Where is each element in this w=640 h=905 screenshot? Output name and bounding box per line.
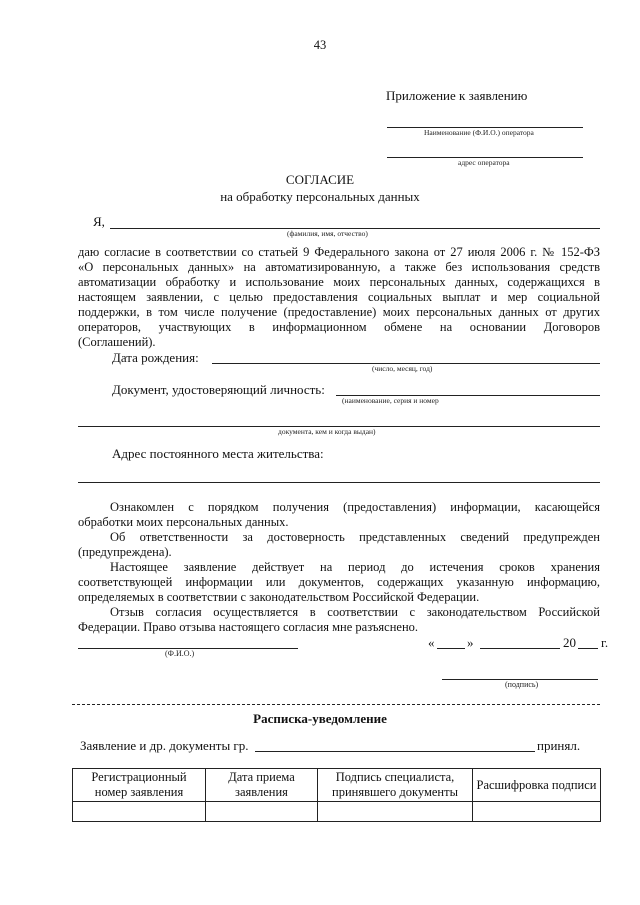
consent-line: «О персональных данных» на автоматизированную, а также без использования средств (78, 260, 600, 274)
table-header-reg-number: Регистрационный номер заявления (73, 769, 206, 802)
table-cell-date[interactable] (206, 802, 318, 822)
document-title: СОГЛАСИЕ (285, 172, 355, 187)
consent-line: поддержки, в том числе получение (предоставление) моих персональных данных от других (78, 305, 600, 319)
receipt-line-suffix: принял. (537, 738, 581, 753)
table-cell-reg-number[interactable] (73, 802, 206, 822)
statement-line: Об ответственности за достоверность представленных сведений предупрежден (110, 530, 600, 544)
table-cell-specialist-signature[interactable] (318, 802, 473, 822)
consent-line: даю согласие в соответствии со статьей 9 Федерального закона от 27 июля 2006 г. № 152-ФЗ (78, 245, 600, 259)
table-header-row (73, 769, 601, 802)
year-suffix: г. (601, 635, 609, 650)
table-header-specialist-signature: Подпись специалиста, принявшего документы (318, 769, 473, 802)
statement-line: определяемых в соответствии с законодательством Российской Федерации. (78, 590, 480, 604)
date-close-quote: » (467, 635, 474, 650)
year-line[interactable] (578, 648, 598, 649)
address-line[interactable] (78, 482, 600, 483)
date-open-quote: « (428, 635, 435, 650)
table-header-signature-decoding: Расшифровка подписи (473, 769, 601, 802)
consent-line: настоящем заявлении, с целью предоставления социальных выплат и мер социальной (78, 290, 600, 304)
consent-line: операторов, участвующих в информационном обмене на основании Договоров (78, 320, 600, 334)
birth-date-caption: (число, месяц, год) (372, 364, 433, 373)
fio-caption: (Ф.И.О.) (165, 649, 195, 658)
operator-name-caption: Наименование (Ф.И.О.) оператора (424, 128, 534, 137)
receipt-title: Расписка-уведомление (253, 711, 387, 726)
subject-prefix: Я, (93, 214, 105, 229)
subject-name-caption: (фамилия, имя, отчество) (287, 229, 368, 238)
table-cell-signature-decoding[interactable] (473, 802, 601, 822)
address-label: Адрес постоянного места жительства: (112, 446, 324, 461)
statement-line: Ознакомлен с порядком получения (предоставления) информации, касающейся (110, 500, 600, 514)
id-document-label: Документ, удостоверяющий личность: (112, 382, 325, 397)
statement-line: (предупреждена). (78, 545, 172, 559)
statement-line: Настоящее заявление действует на период до истечения сроков хранения (110, 560, 600, 574)
signature-caption: (подпись) (505, 680, 539, 689)
document-subtitle: на обработку персональных данных (220, 189, 420, 204)
statement-line: обработки моих персональных данных. (78, 515, 289, 529)
table-row (73, 802, 601, 822)
receipt-line-prefix: Заявление и др. документы гр. (80, 738, 249, 753)
birth-date-label: Дата рождения: (112, 350, 199, 365)
statement-line: Отзыв согласия осуществляется в соответствии с законодательством Российской (110, 605, 600, 619)
registration-table (72, 768, 601, 822)
page-number: 43 (313, 38, 327, 52)
id-document-caption: (наименование, серия и номер (342, 396, 439, 405)
statement-line: Федерации. Право отзыва настоящего согласия мне разъяснено. (78, 620, 419, 634)
table-header-date: Дата приема заявления (206, 769, 318, 802)
appendix-heading: Приложение к заявлению (386, 88, 528, 103)
consent-line: (Соглашений). (78, 335, 156, 349)
day-line[interactable] (437, 648, 465, 649)
id-issued-caption: документа, кем и когда выдан) (278, 427, 376, 436)
statement-line: соответствующей информации или документов, содержащих указанную информацию, (78, 575, 600, 589)
consent-line: автоматизации обработку и использование моих персональных данных, содержащихся в (78, 275, 600, 289)
year-prefix: 20 (563, 635, 576, 650)
month-line[interactable] (480, 648, 560, 649)
operator-address-caption: адрес оператора (458, 158, 510, 167)
cut-line-divider (72, 704, 600, 705)
receipt-name-line[interactable] (255, 751, 535, 752)
